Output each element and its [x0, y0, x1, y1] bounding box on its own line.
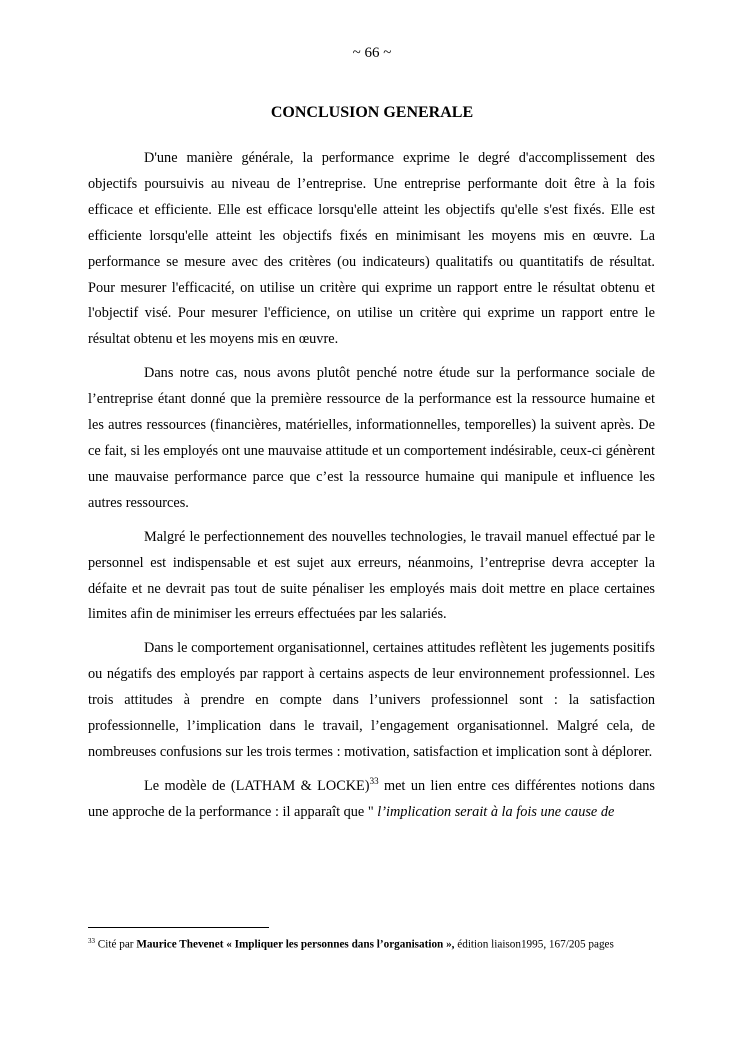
- paragraph-last: [88, 774, 655, 826]
- paragraph: Dans le comportement organisationnel, certaines attitudes reflètent les jugements positifs ou négatifs des employés par rapport à certains aspects de leur environnement professionnel. Les trois attitudes à prendre en compte dans l’univers professionnel sont : la satisfaction professionnelle, l’implication dans le travail, l’engagement organisationnel. Malgré cela, de nombreuses confusions sur les trois termes : motivation, satisfaction et implication sont à déplorer.: [88, 640, 655, 760]
- page-number: ~ 66 ~: [352, 45, 392, 61]
- footnote-reference: 33: [369, 776, 379, 787]
- quoted-italic-text: l’implication serait à la fois une cause de: [377, 803, 615, 820]
- footnote-prefix: Cité par: [95, 938, 137, 951]
- page-title: CONCLUSION GENERALE: [270, 104, 474, 121]
- paragraph: Malgré le perfectionnement des nouvelles technologies, le travail manuel effectué par le personnel est indispensable et est sujet aux erreurs, néanmoins, l’entreprise devra accepter la défaite et ne devrait pas tout de suite pénaliser les employés mais doit mettre en place certaines limites afin de minimiser les erreurs effectuées par les salariés.: [88, 528, 655, 623]
- paragraph-text: met un lien entre ces différentes notions dans une approche de la performance : il apparaît que ": [88, 777, 655, 820]
- footnote-suffix: édition liaison1995, 167/205 pages: [454, 938, 614, 951]
- paragraph-text: Le modèle de (LATHAM & LOCKE): [144, 777, 370, 794]
- footnote: [88, 933, 655, 953]
- paragraph: D'une manière générale, la performance exprime le degré d'accomplissement des objectifs poursuivis au niveau de l’entreprise. Une entreprise performante doit être à la fois efficace et efficiente. Elle est efficace lorsqu'elle atteint les objectifs qu'elle s'est fixés. Elle est efficiente lorsqu'elle atteint les objectifs fixés en minimisant les moyens mis en œuvre. La performance se mesure avec des critères (ou indicateurs) qualitatifs ou quantitatifs de résultat. Pour mesurer l'efficacité, on utilise un critère qui exprime un rapport entre le résultat obtenu et l'objectif visé. Pour mesurer l'efficience, on utilise un critère qui exprime un rapport entre le résultat obtenu et les moyens mis en œuvre.: [88, 150, 655, 348]
- footnote-number: 33: [88, 937, 95, 945]
- footnote-citation: Maurice Thevenet « Impliquer les personnes dans l’organisation »,: [136, 938, 455, 951]
- paragraph: Dans notre cas, nous avons plutôt penché notre étude sur la performance sociale de l’entreprise étant donné que la première ressource de la performance est la ressource humaine et les autres ressources (financières, matérielles, informationnelles, temporelles) la suivent après. De ce fait, si les employés ont une mauvaise attitude et un comportement indésirable, ceux-ci génèrent une mauvaise performance parce que c’est la ressource humaine qui manipule et influence les autres ressources.: [88, 365, 655, 511]
- footnote-separator: [88, 927, 269, 928]
- body-text: [88, 146, 655, 834]
